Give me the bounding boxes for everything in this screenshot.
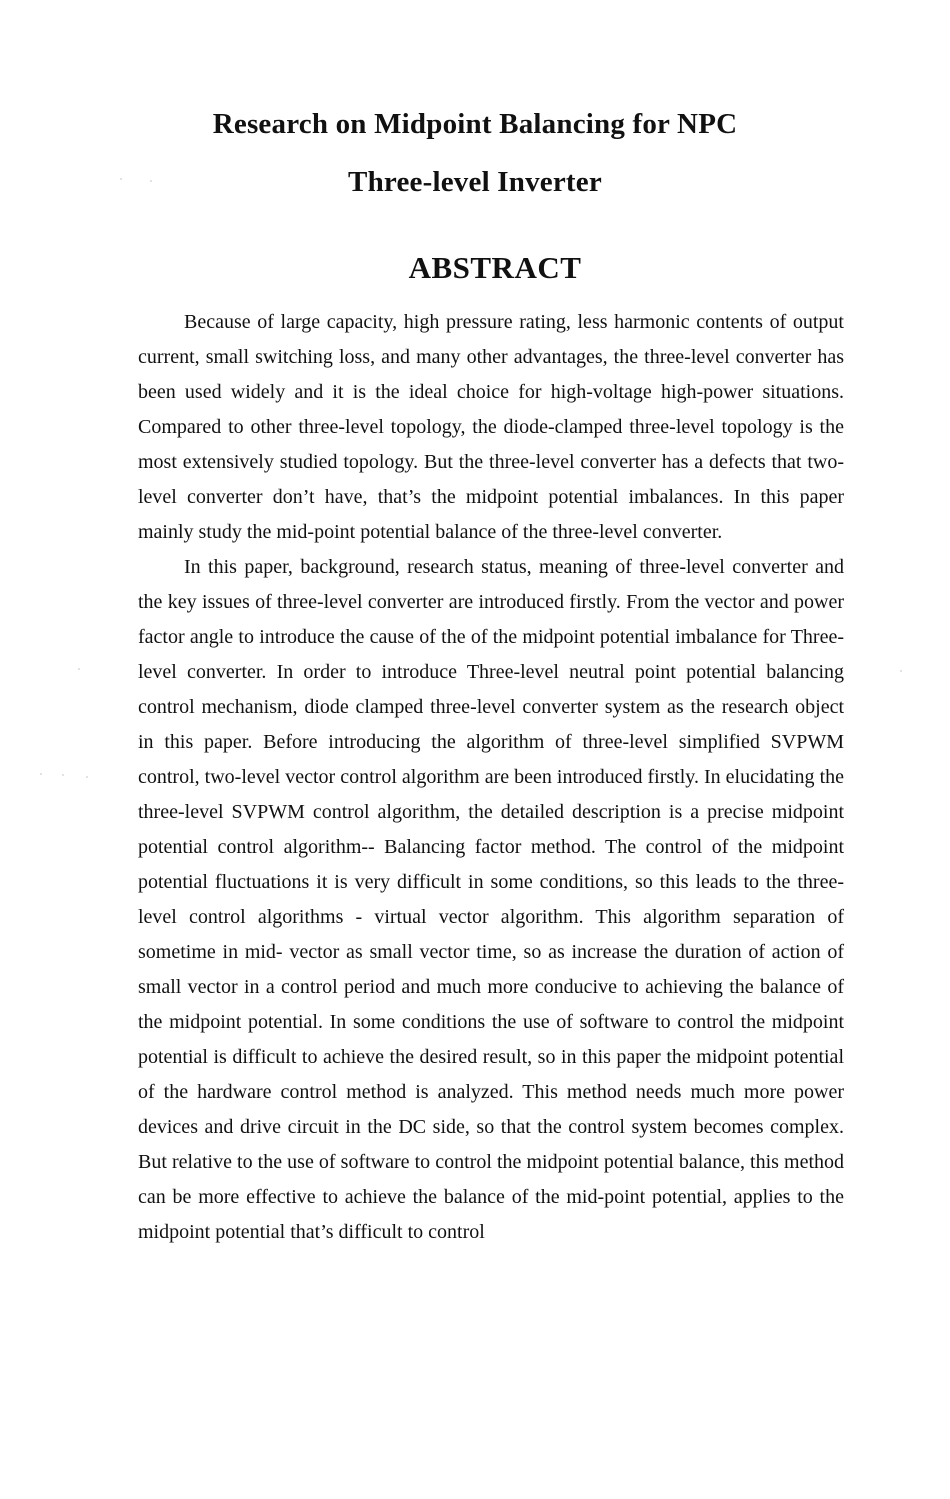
abstract-body <box>138 305 844 1250</box>
title-line-2: Three-level Inverter <box>348 166 602 198</box>
scan-speck <box>40 773 42 775</box>
abstract-paragraph-1: Because of large capacity, high pressure rating, less harmonic contents of output current, small switching loss, and many other advantages, the three-level converter has been used widely and it is the ideal choice for high-voltage high-power situations. Compared to other three-level topology, the diode-clamped three-level topology is the most extensively studied topology. But the three-level converter has a defects that two-level converter don’t have, that’s the midpoint potential imbalances. In this paper mainly study the mid-point potential balance of the three-level converter. <box>138 311 844 543</box>
abstract-paragraph-2: In this paper, background, research status, meaning of three-level converter and the key issues of three-level converter are introduced firstly. From the vector and power factor angle to introduce the cause of the of the midpoint potential imbalance for Three-level converter. In order to introduce Three-level neutral point potential balancing control mechanism, diode clamped three-level converter system as the research object in this paper. Before introducing the algorithm of three-level simplified SVPWM control, two-level vector control algorithm are been introduced firstly. In elucidating the three-level SVPWM control algorithm, the detailed description is a precise midpoint potential control algorithm-- Balancing factor method. The control of the midpoint potential fluctuations it is very difficult in some conditions, so this leads to the three-level control algorithms - virtual vector algorithm. This algorithm separation of sometime in mid- vector as small vector time, so as increase the duration of action of small vector in a control period and much more conducive to achieving the balance of the midpoint potential. In some conditions the use of software to control the midpoint potential is difficult to achieve the desired result, so in this paper the midpoint potential of the hardware control method is analyzed. This method needs much more power devices and drive circuit in the DC side, so that the control system becomes complex. But relative to the use of software to control the midpoint potential balance, this method can be more effective to achieve the balance of the mid-point potential, applies to the midpoint potential that’s difficult to control <box>138 556 844 1243</box>
scan-speck <box>120 178 122 180</box>
scan-speck <box>86 776 88 778</box>
scan-speck <box>900 670 902 672</box>
scan-speck <box>78 668 80 670</box>
scan-speck <box>62 774 64 776</box>
title-line-1: Research on Midpoint Balancing for NPC <box>212 108 738 140</box>
abstract-heading: ABSTRACT <box>408 250 582 285</box>
scan-speck <box>150 180 152 182</box>
